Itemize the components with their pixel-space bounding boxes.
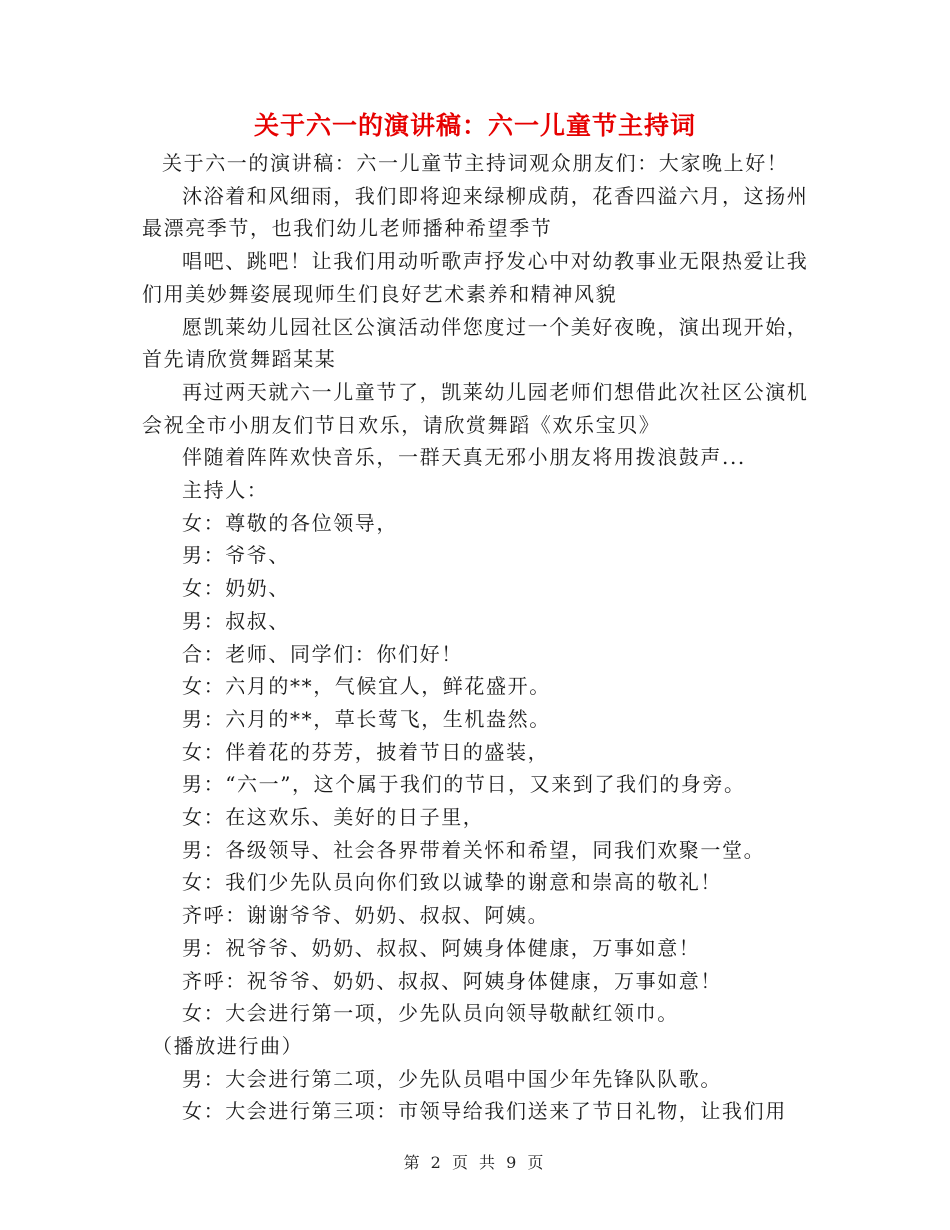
paragraph: 沐浴着和风细雨，我们即将迎来绿柳成荫，花香四溢六月，这扬州最漂亮季节，也我们幼儿老师播种希望季节	[142, 183, 809, 241]
paragraph: 再过两天就六一儿童节了，凯莱幼儿园老师们想借此次社区公演机会祝全市小朋友们节日欢乐，请欣赏舞蹈《欢乐宝贝》	[142, 379, 809, 437]
paragraph: （播放进行曲）	[152, 1033, 304, 1058]
page-number-footer: 第 2 页 共 9 页	[403, 1153, 547, 1172]
paragraph: 齐呼：谢谢爷爷、奶奶、叔叔、阿姨。	[182, 903, 550, 928]
paragraph: 男：大会进行第二项，少先队员唱中国少年先锋队队歌。	[182, 1066, 722, 1091]
paragraph: 女：奶奶、	[182, 576, 290, 601]
paragraph: 齐呼：祝爷爷、奶奶、叔叔、阿姨身体健康，万事如意！	[182, 968, 722, 993]
paragraph: 伴随着阵阵欢快音乐，一群天真无邪小朋友将用拨浪鼓声...	[182, 445, 746, 470]
paragraph: 合：老师、同学们：你们好！	[182, 641, 463, 666]
paragraph: 男：祝爷爷、奶奶、叔叔、阿姨身体健康，万事如意！	[182, 935, 701, 960]
paragraph: 主持人：	[182, 478, 269, 503]
paragraph: 男：叔叔、	[182, 608, 290, 633]
paragraph: 关于六一的演讲稿：六一儿童节主持词观众朋友们：大家晚上好！	[162, 151, 789, 175]
paragraph: 女：尊敬的各位领导，	[182, 510, 398, 535]
paragraph: 女：六月的**，气候宜人，鲜花盛开。	[182, 674, 551, 699]
paragraph: 男：六月的**，草长莺飞，生机盎然。	[182, 706, 551, 731]
paragraph: 女：我们少先队员向你们致以诚挚的谢意和崇高的敬礼！	[182, 870, 722, 895]
paragraph: 愿凯莱幼儿园社区公演活动伴您度过一个美好夜晚，演出现开始，首先请欣赏舞蹈某某	[142, 314, 809, 372]
document-title: 关于六一的演讲稿：六一儿童节主持词	[253, 111, 696, 140]
paragraph: 男：各级领导、社会各界带着关怀和希望，同我们欢聚一堂。	[182, 837, 766, 862]
paragraph: 女：大会进行第一项，少先队员向领导敬献红领巾。	[182, 1001, 679, 1026]
paragraph: 女：大会进行第三项：市领导给我们送来了节日礼物，让我们用	[182, 1099, 787, 1124]
paragraph: 男：爷爷、	[182, 543, 290, 568]
paragraph: 女：伴着花的芬芳，披着节日的盛装，	[182, 739, 550, 764]
paragraph: 唱吧、跳吧！让我们用动听歌声抒发心中对幼教事业无限热爱让我们用美妙舞姿展现师生们良好艺术素养和精神风貌	[142, 249, 809, 306]
paragraph: 女：在这欢乐、美好的日子里，	[182, 805, 485, 830]
paragraph: 男：“六一”，这个属于我们的节日，又来到了我们的身旁。	[182, 772, 746, 797]
document-body	[142, 147, 810, 1128]
